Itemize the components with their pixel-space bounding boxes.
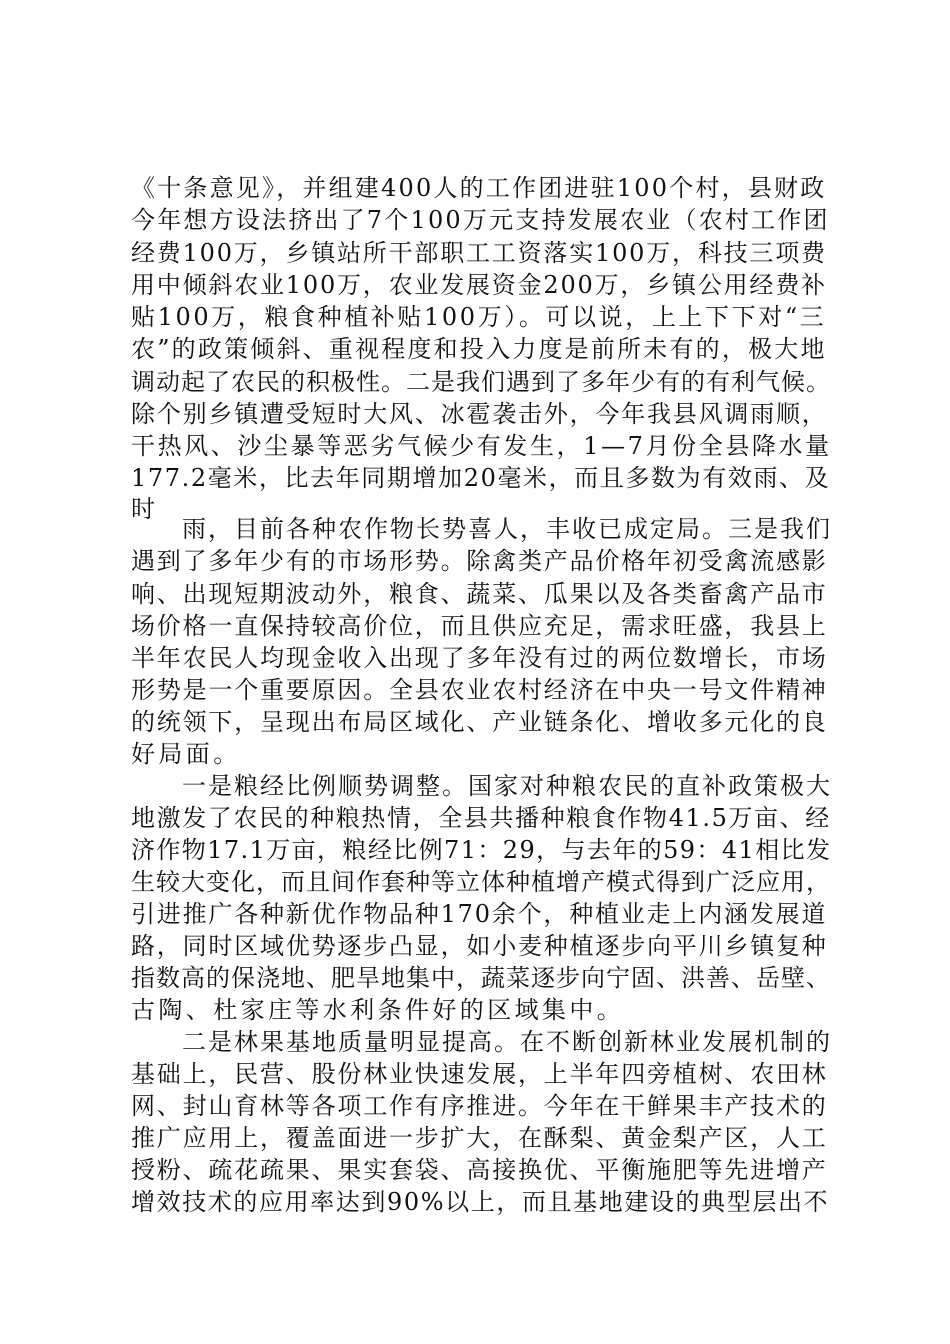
text-line: 网、封山育林等各项工作有序推进。今年在干鲜果丰产技术的 bbox=[131, 1092, 828, 1120]
text-line: 响、出现短期波动外，粮食、蔬菜、瓜果以及各类畜禽产品市 bbox=[131, 580, 828, 608]
text-line: 《十条意见》，并组建400人的工作团进驻100个村，县财政 bbox=[131, 174, 827, 202]
text-line: 场价格一直保持较高价位，而且供应充足，需求旺盛，我县上 bbox=[131, 612, 828, 640]
text-line: 除个别乡镇遭受短时大风、冰雹袭击外，今年我县风调雨顺， bbox=[131, 400, 828, 428]
text-line: 经费100万，乡镇站所干部职工工资落实100万，科技三项费 bbox=[131, 239, 827, 267]
text-line: 引进推广各种新优作物品种170余个，种植业走上内涵发展道 bbox=[131, 900, 828, 928]
text-line: 路，同时区域优势逐步凸显，如小麦种植逐步向平川乡镇复种 bbox=[131, 932, 828, 960]
text-line: 济作物17.1万亩，粮经比例71：29，与去年的59：41相比发 bbox=[131, 836, 832, 864]
text-line: 古陶、杜家庄等水利条件好的区域集中。 bbox=[131, 996, 625, 1024]
text-line: 调动起了农民的积极性。二是我们遇到了多年少有的有利气候。 bbox=[131, 368, 831, 396]
text-line: 时 bbox=[131, 495, 159, 523]
text-line: 遇到了多年少有的市场形势。除禽类产品价格年初受禽流感影 bbox=[131, 547, 828, 575]
text-line: 今年想方设法挤出了7个100万元支持发展农业（农村工作团 bbox=[131, 206, 830, 234]
text-line: 增效技术的应用率达到90%以上，而且基地建设的典型层出不 bbox=[131, 1188, 830, 1216]
text-line: 基础上，民营、股份林业快速发展，上半年四旁植树、农田林 bbox=[131, 1060, 828, 1088]
text-line: 授粉、疏花疏果、果实套袋、高接换优、平衡施肥等先进增产 bbox=[131, 1156, 828, 1184]
text-line: 用中倾斜农业100万，农业发展资金200万，乡镇公用经费补 bbox=[131, 271, 827, 299]
text-line: 生较大变化，而且间作套种等立体种植增产模式得到广泛应用， bbox=[131, 868, 831, 896]
text-line: 推广应用上，覆盖面进一步扩大，在酥梨、黄金梨产区，人工 bbox=[131, 1124, 828, 1152]
text-line: 形势是一个重要原因。全县农业农村经济在中央一号文件精神 bbox=[131, 676, 828, 704]
text-line: 地激发了农民的种粮热情，全县共播种粮食作物41.5万亩、经 bbox=[131, 804, 831, 832]
text-line: 农”的政策倾斜、重视程度和投入力度是前所未有的，极大地 bbox=[131, 335, 827, 363]
text-line: 一是粮经比例顺势调整。国家对种粮农民的直补政策极大 bbox=[182, 772, 832, 800]
text-line: 雨，目前各种农作物长势喜人，丰收已成定局。三是我们 bbox=[182, 515, 832, 543]
text-line: 好局面。 bbox=[131, 740, 241, 768]
text-line: 贴100万，粮食种植补贴100万）。可以说，上上下下对“三 bbox=[131, 303, 827, 331]
text-line: 177.2毫米，比去年同期增加20毫米，而且多数为有效雨、及 bbox=[131, 464, 831, 492]
text-line: 的统领下，呈现出布局区域化、产业链条化、增收多元化的良 bbox=[131, 708, 828, 736]
text-line: 半年农民人均现金收入出现了多年没有过的两位数增长，市场 bbox=[131, 644, 828, 672]
text-line: 干热风、沙尘暴等恶劣气候少有发生，1—7月份全县降水量 bbox=[131, 432, 832, 460]
text-line: 二是林果基地质量明显提高。在不断创新林业发展机制的 bbox=[182, 1028, 832, 1056]
text-line: 指数高的保浇地、肥旱地集中，蔬菜逐步向宁固、洪善、岳壁、 bbox=[131, 964, 831, 992]
